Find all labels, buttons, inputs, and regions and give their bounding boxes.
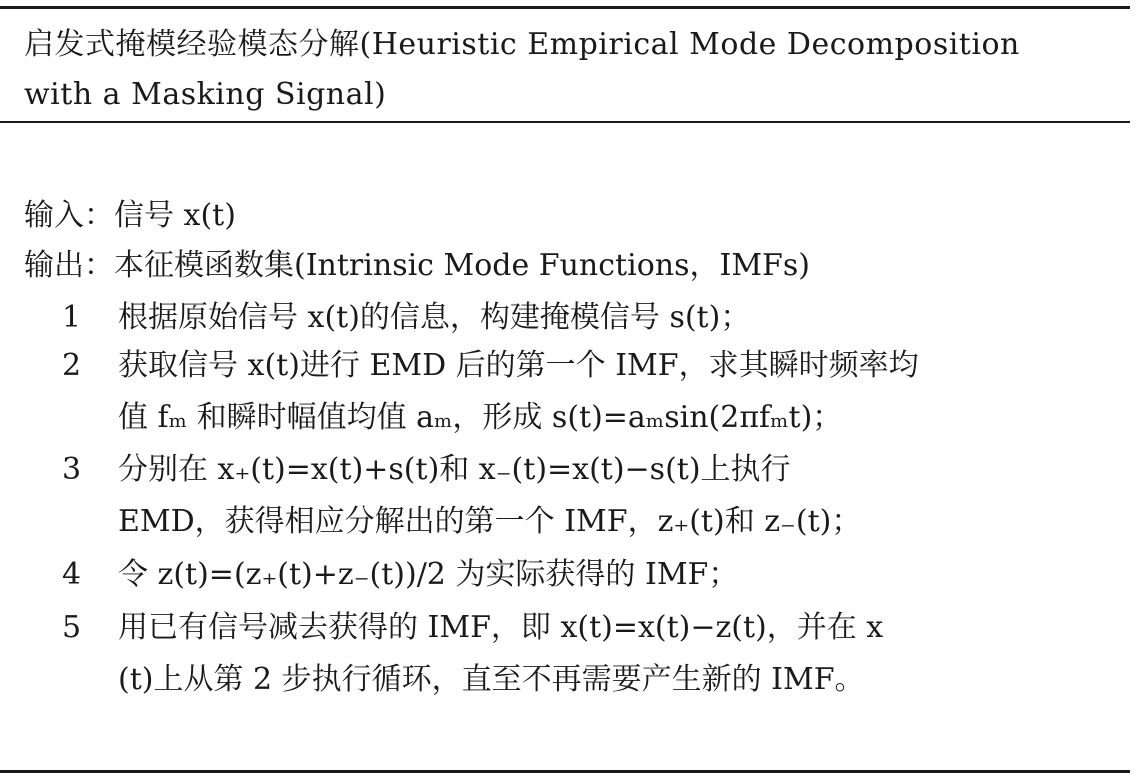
top-rule [0,6,1130,9]
output-line: 输出：本征模函数集(Intrinsic Mode Functions，IMFs) [24,248,810,283]
step-text: 根据原始信号 x(t)的信息，构建掩模信号 s(t)； [118,300,751,335]
input-line: 输入：信号 x(t) [24,198,236,233]
caption-rule [0,121,1130,123]
caption-line-1: 启发式掩模经验模态分解(Heuristic Empirical Mode Decomposition [24,27,1020,62]
caption-line-2: with a Masking Signal) [24,77,387,112]
algorithm-caption [24,20,1124,120]
step-number: 4 [62,557,82,592]
step-number: 1 [62,300,82,335]
step-text: 分别在 x₊(t)=x(t)+s(t)和 x₋(t)=x(t)−s(t)上执行 [118,452,791,487]
step-number: 5 [62,610,82,645]
step-text: 令 z(t)=(z₊(t)+z₋(t))/2 为实际获得的 IMF； [118,557,739,592]
step-text: 值 fₘ 和瞬时幅值均值 aₘ，形成 s(t)=aₘsin(2πfₘt)； [118,400,843,435]
step-number: 3 [62,452,82,487]
step-text: (t)上从第 2 步执行循环，直至不再需要产生新的 IMF。 [118,662,865,697]
step-text: 用已有信号减去获得的 IMF，即 x(t)=x(t)−z(t)，并在 x [118,610,884,645]
bottom-rule [0,770,1130,773]
step-text: EMD，获得相应分解出的第一个 IMF，z₊(t)和 z₋(t)； [118,504,862,539]
step-text: 获取信号 x(t)进行 EMD 后的第一个 IMF，求其瞬时频率均 [118,348,919,383]
step-number: 2 [62,348,82,383]
